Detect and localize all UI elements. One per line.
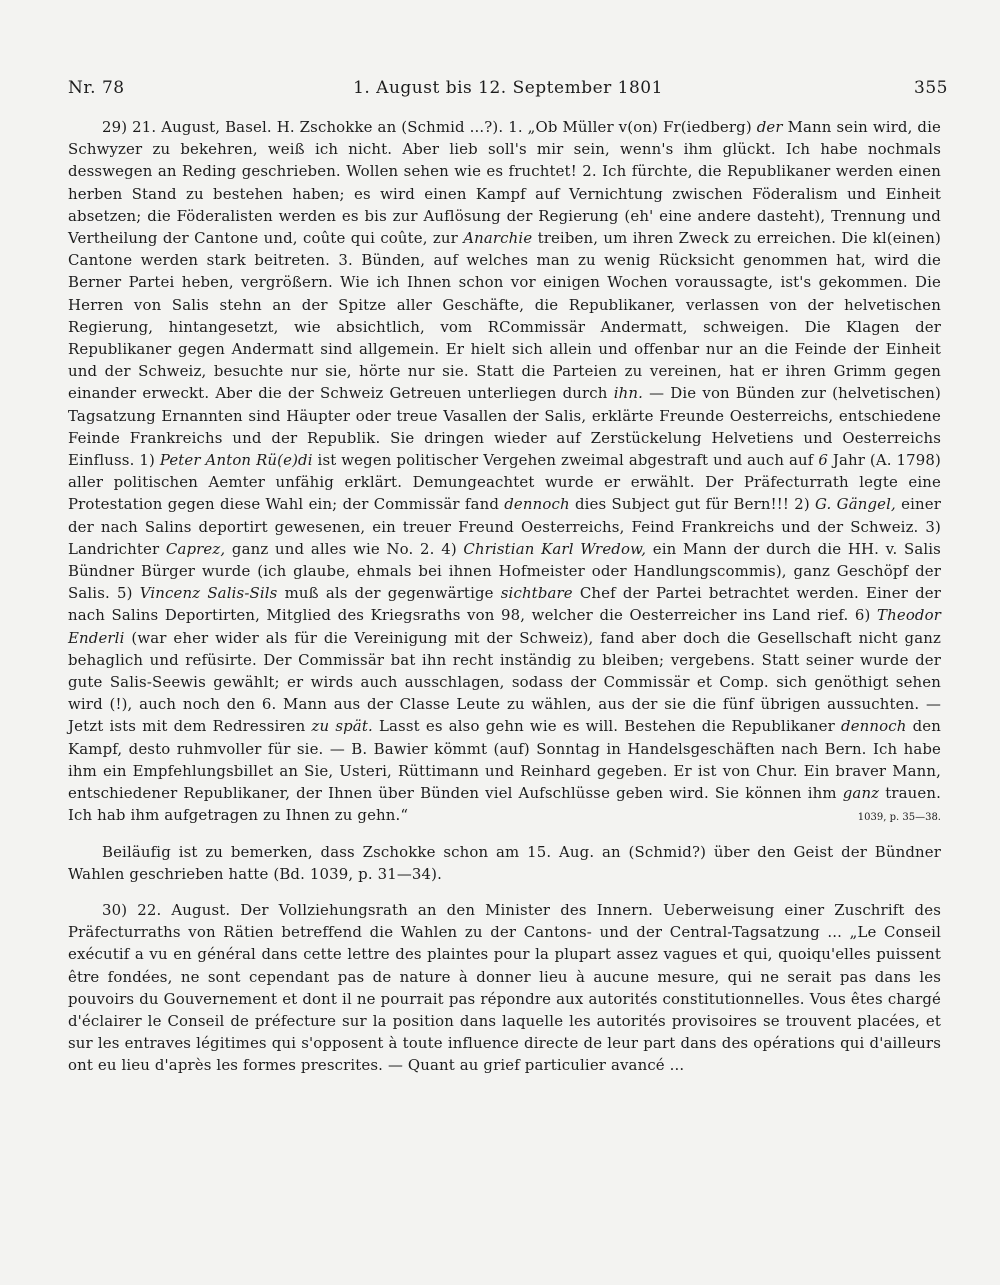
editorial-note: Beiläufig ist zu bemerken, dass Zschokke schon am 15. Aug. an (Schmid?) über den Geist der Bündner Wahlen geschrieben hatte (Bd. 1039, p. 31—34). <box>68 842 941 883</box>
date-range-heading: 1. August bis 12. September 1801 <box>353 78 663 98</box>
document-number: Nr. 78 <box>68 78 125 98</box>
page-number: 355 <box>914 78 948 98</box>
entry-29: 29) 21. August, Basel. H. Zschokke an (Schmid ...?). 1. „Ob Müller v(on) Fr(iedberg) der Mann sein wird, die Schwyzer zu bekehren, weiß ich nicht. Aber lieb soll's mir sein, wenn's ihm glückt. Ich habe nochmals desswegen an Reding geschrieben. Wollen sehen wie es fruchtet! 2. Ich fürchte, die Republikaner werden einen herben Stand zu bestehen haben; es wird einen Kampf auf Vernichtung zwischen Föderalism und Einheit absetzen; die Föderalisten werden es bis zur Auflösung der Regierung (eh' eine andere dasteht), Trennung und Vertheilung der Cantone und, coûte qui coûte, zur Anarchie treiben, um ihren Zweck zu erreichen. Die kl(einen) Cantone werden stark beitreten. 3. Bünden, auf welches man zu wenig Rücksicht genommen hat, wird die Berner Partei heben, vergrößern. Wie ich Ihnen schon vor einigen Wochen voraussagte, ist's gekommen. Die Herren von Salis stehn an der Spitze aller Geschäfte, die Republikaner, verlassen von der helvetischen Regierung, hintangesetzt, wie absichtlich, vom RCommissär Andermatt, schweigen. Die Klagen der Republikaner gegen Andermatt sind allgemein. Er hielt sich allein und offenbar nur an die Feinde der Einheit und der Schweiz, besuchte nur sie, hörte nur sie. Statt die Parteien zu vereinen, hat er ihren Grimm gegen einander erweckt. Aber die der Schweiz Getreuen unterliegen durch ihn. — Die von Bünden zur (helvetischen) Tagsatzung Ernannten sind Häupter oder treue Vasallen der Salis, erklärte Freunde Oesterreichs, entschiedene Feinde Frankreichs und der Republik. Sie dringen wieder auf Zerstückelung Helvetiens und Oesterreichs Einfluss. 1) Peter Anton Rü(e)di ist wegen politischer Vergehen zweimal abgestraft und auch auf 6 Jahr (A. 1798) aller politischen Aemter unfähig erklärt. Demungeachtet wurde er erwählt. Der Präfecturrath legte eine Protestation gegen diese Wahl ein; der Commissär fand dennoch dies Subject gut für Bern!!! 2) G. Gängel, einer der nach Salins deportirt gewesenen, ein treuer Freund Oesterreichs, Feind Frankreichs und der Schweiz. 3) Landrichter Caprez, ganz und alles wie No. 2. 4) Christian Karl Wredow, ein Mann der durch die HH. v. Salis Bündner Bürger wurde (ich glaube, ehmals bei ihnen Hofmeister oder Handlungscommis), ganz Geschöpf der Salis. 5) Vincenz Salis-Sils muß als der gegenwärtige sichtbare Chef der Partei betrachtet werden. Einer der nach Salins Deportirten, Mitglied des Kriegsraths von 98, welcher die Oesterreicher ins Land rief. 6) Theodor Enderli (war eher wider als für die Vereinigung mit der Schweiz), fand aber doch die Gesellschaft nicht ganz behaglich und refüsirte. Der Commissär bat ihn recht inständig zu bleiben; vergebens. Statt seiner wurde der gute Salis-Seewis gewählt; er wirds auch ausschlagen, sodass der Commissär et Comp. sich genöthigt sehen wird (!), auch noch den 6. Mann aus der Classe Leute zu wählen, aus der sie die fünf übrigen aussuchten. — Jetzt ists mit dem Redressiren zu spät. Lasst es also gehn wie es will. Bestehen die Republikaner dennoch den Kampf, desto ruhmvoller für sie. — B. Bawier kömmt (auf) Sonntag in Handelsgeschäften nach Bern. Ich habe ihm ein Empfehlungsbillet an Sie, Usteri, Rüttimann und Reinhard gegeben. Er ist von Chur. Ein braver Mann, entschiedener Republikaner, der Ihnen über Bünden viel Aufschlüsse geben wird. Sie können ihm ganz trauen. Ich hab ihm aufgetragen zu Ihnen zu gehn.“ 1039, p. 35—38. <box>68 116 941 827</box>
source-reference: 1039, p. 35—38. <box>857 812 941 824</box>
entry-30: 30) 22. August. Der Vollziehungsrath an den Minister des Innern. Ueberweisung einer Zuschrift des Präfecturraths von Rätien betreffend die Wahlen zu der Cantons- und der Central-Tagsatzung ... „Le Conseil exécutif a vu en général dans cette lettre des plaintes pour la plupart assez vagues et qui, quoiqu'elles puissent être fondées, ne sont cependant pas de nature à donner lieu à aucune mesure, qui ne serait pas dans les pouvoirs du Gouvernement et dont il ne pourrait pas répondre aux autorités constitutionnelles. Vous êtes chargé d'éclairer le Conseil de préfecture sur la position dans laquelle les autorités provisoires se trouvent placées, et sur les entraves légitimes qui s'opposent à toute influence directe de leur part dans des opérations qui d'ailleurs ont eu lieu d'après les formes prescrites. — Quant au grief particulier avancé ... <box>68 900 941 1075</box>
page-header <box>68 78 948 106</box>
page-body <box>68 116 941 1077</box>
